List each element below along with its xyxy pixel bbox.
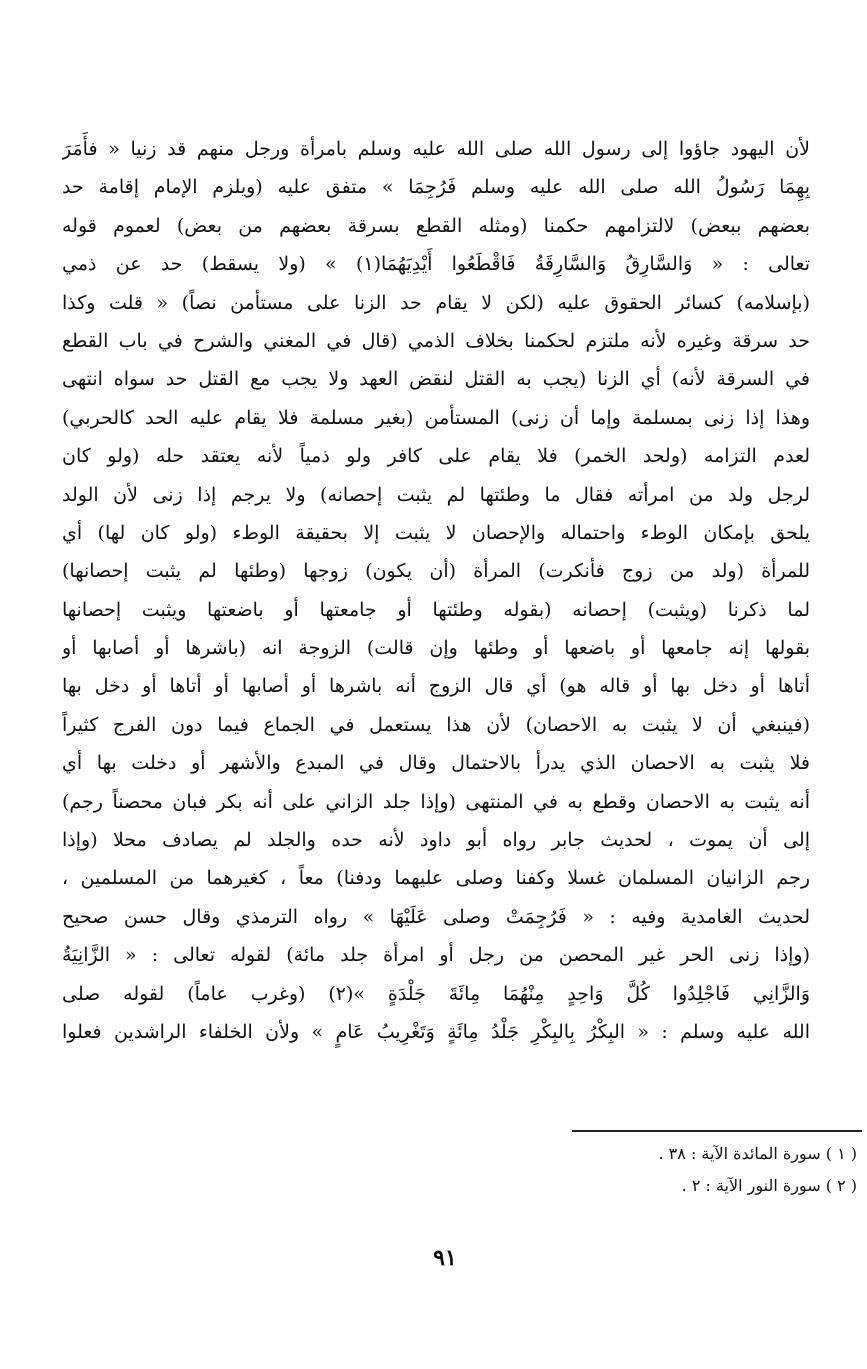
body-line: (وإذا زنى الحر غير المحصن من رجل أو امرأة جلد مائة) لقوله تعالى : « الزَّانِيَةُ — [62, 944, 810, 967]
body-line: لحديث الغامدية وفيه : « فَرُجِمَتْ وصلى عَلَيْهَا » رواه الترمذي وقال حسن صحيح — [62, 905, 810, 928]
body-line: تعالى : « وَالسَّارِقُ وَالسَّارِقَةُ فَاقْطَعُوا أَيْدِيَهُمَا(١) » (ولا يسقط) حد عن ذمي — [62, 253, 810, 276]
body-line: وهذا إذا زنى بمسلمة وإما أن زنى) المستأمن (بغير مسلمة فلا يقام عليه الحد كالحربي) — [62, 406, 810, 429]
body-line: (بإسلامه) كسائر الحقوق عليه (لكن لا يقام حد الزنا على مستأمن نصاً) « قلت وكذا — [62, 291, 810, 314]
page-number: ٩١ — [433, 1245, 457, 1271]
footnote-1: ( ١ ) سورة المائدة الآية : ٣٨ . — [658, 1144, 857, 1163]
body-line: (فينبغي أن لا يثبت به الاحصان) لأن هذا يستعمل في الجماع فيما دون الفرج كثيراً — [62, 713, 810, 736]
body-line: أتاها أو دخل بها أو قاله هو) أي قال الزوج أنه باشرها أو أصابها أو أتاها أو دخل بها — [62, 675, 810, 698]
body-text — [62, 130, 810, 1051]
body-line: بِهِمَا رَسُولُ الله صلى الله عليه وسلم فَرُجِمَا » متفق عليه (ويلزم الإمام إقامة حد — [62, 176, 810, 199]
body-line: بعضهم ببعض) لالتزامهم حكمنا (ومثله القطع بسرقة بعضهم من بعض) لعموم قوله — [62, 214, 810, 237]
body-line: لما ذكرنا (ويثبت) إحصانه (بقوله وطئتها أو جامعتها أو باضعتها ويثبت إحصانها — [62, 598, 810, 621]
body-line: حد سرقة وغيره لأنه ملتزم لحكمنا بخلاف الذمي (قال في المغني والشرح في باب القطع — [62, 329, 810, 352]
footnotes — [537, 1138, 857, 1202]
body-line: لرجل ولد من امرأته فقال ما وطئتها لم يثبت إحصانه) ولا يرجم إذا زنى لأن الولد — [62, 483, 810, 506]
body-line: يلحق بإمكان الوطء واحتماله والإحصان لا يثبت إلا بحقيقة الوطء (ولو كان لها) أي — [62, 521, 810, 544]
body-line: فلا يثبت به الاحصان الذي يدرأ بالاحتمال وقال في المبدع والأشهر أو دخلت بها أي — [62, 752, 810, 775]
body-line: لأن اليهود جاؤوا إلى رسول الله صلى الله عليه وسلم بامرأة ورجل منهم قد زنيا « فأَمَرَ — [62, 138, 810, 160]
footnote-2: ( ٢ ) سورة النور الآية : ٢ . — [681, 1176, 857, 1195]
body-line: بقولها إنه جامعها أو باضعها أو وطئها وإن قالت) الزوجة انه (باشرها أو أصابها أو — [62, 637, 810, 660]
footnote-separator — [572, 1130, 862, 1132]
body-line: إلى أن يموت ، لحديث جابر رواه أبو داود لأنه حده والجلد لم يصادف محلا (وإذا — [62, 829, 810, 852]
body-line: أنه يثبت به الاحصان وقطع به في المنتهى (وإذا جلد الزاني على أنه بكر فبان محصناً رجم) — [62, 790, 810, 813]
body-line: في السرقة لأنه) أي الزنا (يجب به القتل لنقض العهد ولا يجب مع القتل حد سواه انتهى — [62, 368, 810, 391]
body-line: للمرأة (ولد من زوج فأنكرت) المرأة (أن يكون) زوجها (وطئها لم يثبت إحصانها) — [62, 560, 810, 583]
body-line: رجم الزانيان المسلمان غسلا وكفنا وصلى عليهما ودفنا) معاً ، كغيرهما من المسلمين ، — [62, 867, 810, 890]
body-line: وَالزَّانِي فَاجْلِدُوا كُلَّ وَاحِدٍ مِنْهُمَا مِائَةَ جَلْدَةٍ »(٢) (وغرب عاماً) لقوله صلى — [62, 982, 810, 1005]
body-line: الله عليه وسلم : « البِكْرُ بِالبِكْرِ جَلْدُ مِائَةٍ وَتَغْرِيبُ عَامٍ » ولأن الخلفاء الراشدين فعلوا — [62, 1020, 810, 1043]
body-line: لعدم التزامه (ولحد الخمر) فلا يقام على كافر ولو ذمياً لأنه يعتقد حله (ولو كان — [62, 445, 810, 468]
